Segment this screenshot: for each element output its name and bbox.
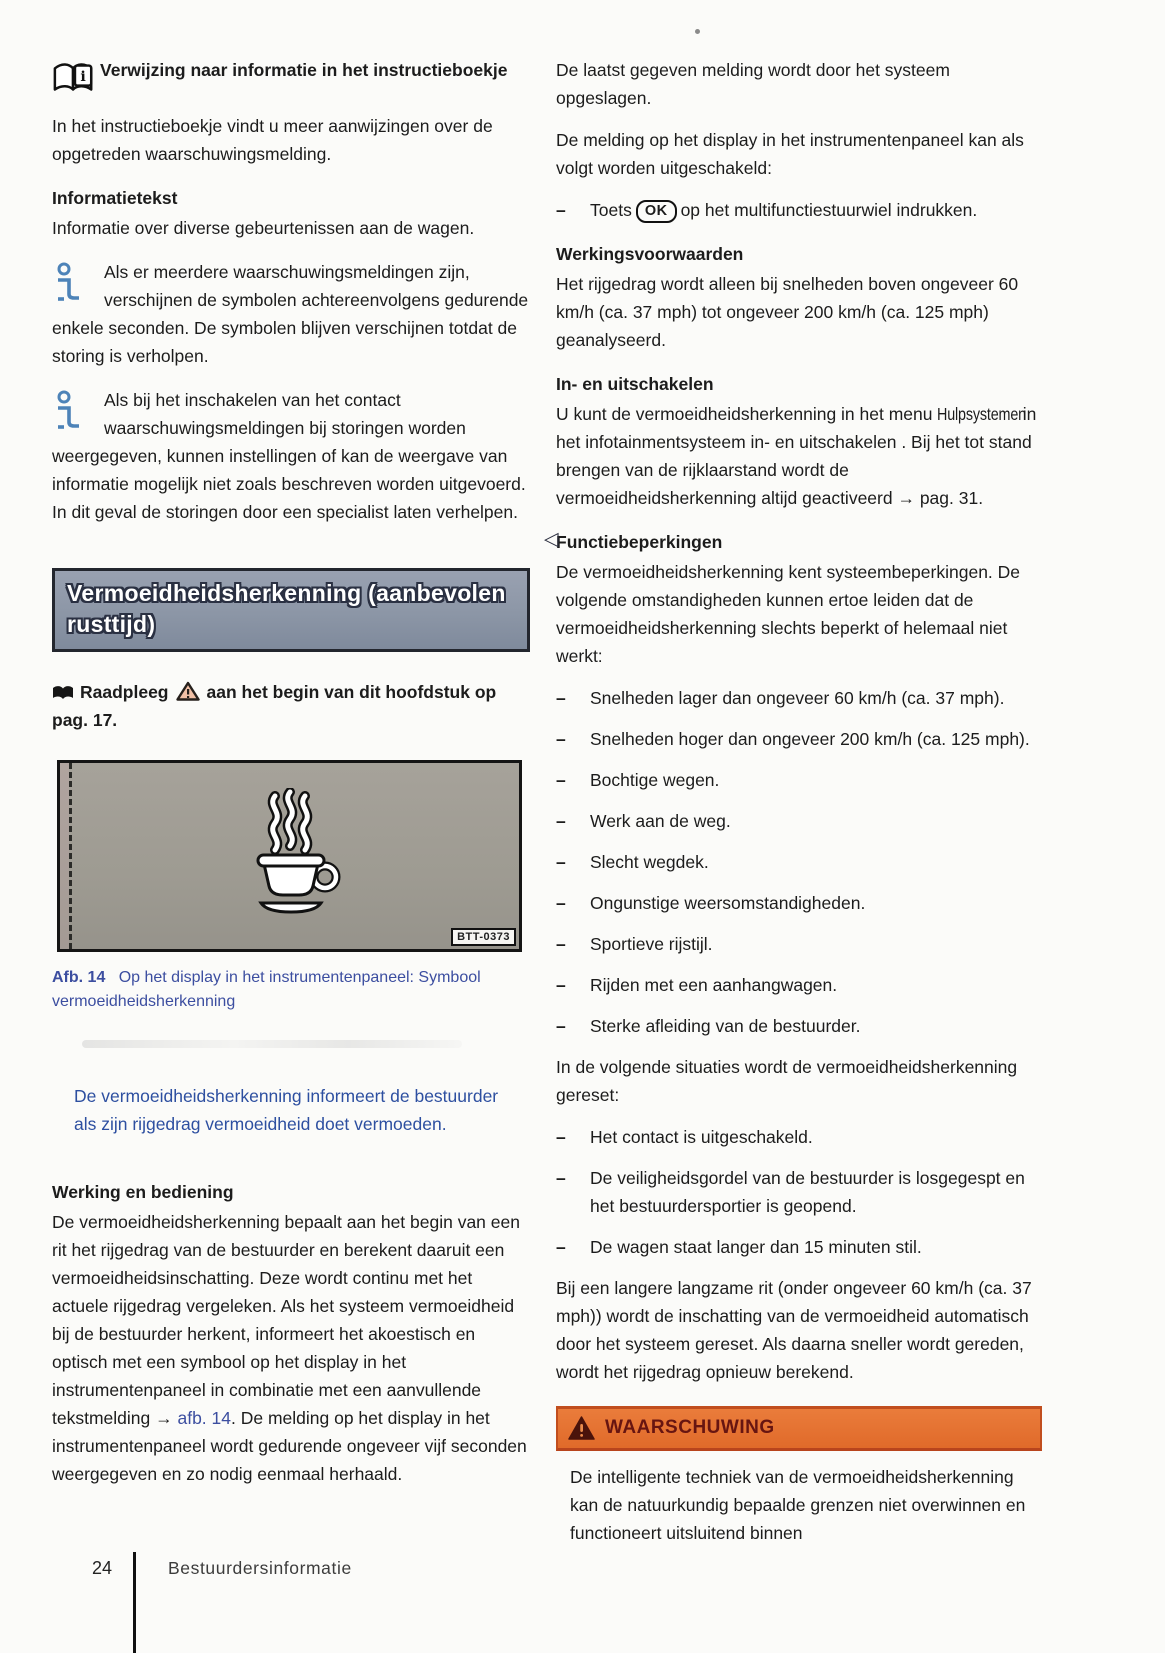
limit-text: Slecht wegdek. — [590, 852, 709, 872]
werkingsvoorwaarden-heading: Werkingsvoorwaarden — [556, 244, 744, 264]
reset-text: Het contact is uitgeschakeld. — [590, 1127, 813, 1147]
limit-text: Ongunstige weersomstandigheden. — [590, 893, 866, 913]
langzame-rit-paragraph: Bij een langere langzame rit (onder ongeveer 60 km/h (ca. 37 mph)) wordt de inschatting van de vermoeidheid automatisch door het systeem gereset. Als daarna sneller wordt gereden, wordt het rijgedrag opnieuw berekend. — [556, 1278, 1032, 1382]
ok-key-icon: OK — [636, 200, 677, 223]
reset-text: De veiligheidsgordel van de bestuurder is losgegespt en het bestuurdersportier is geopend. — [590, 1168, 1025, 1216]
afb-14-reference-link: afb. 14 — [177, 1408, 231, 1428]
limit-item — [556, 889, 1042, 917]
info-note-1-text: Als er meerdere waarschuwingsmeldingen zijn, verschijnen de symbolen achtereenvolgens gedurende enkele seconden. De symbolen blijven verschijnen totdat de storing is verholpen. — [52, 262, 529, 366]
werking-p2: . De melding op het display in het instrumentenpaneel wordt gedurende ongeveer vijf seconden weergegeven en zo nodig eenmaal herhaald. — [52, 1408, 527, 1484]
dash-bullet: – — [556, 200, 566, 220]
figure-caption-text: Op het display in het instrumentenpaneel: Symbool vermoeidheidsherkenning — [52, 969, 481, 1010]
dash-bullet: – — [556, 811, 566, 831]
figure-tag: BTT-0373 — [451, 928, 516, 946]
warning-title: WAARSCHUWING — [605, 1417, 775, 1438]
limit-item — [556, 766, 1042, 794]
dash-bullet: – — [556, 770, 566, 790]
reference-heading-row — [52, 56, 530, 104]
reset-item — [556, 1164, 1042, 1220]
dash-bullet: – — [556, 729, 566, 749]
limit-text: Bochtige wegen. — [590, 770, 720, 790]
dash-bullet: – — [556, 1127, 566, 1147]
info-i-icon — [54, 262, 84, 306]
dash-bullet: – — [556, 975, 566, 995]
figure-edge-strip — [60, 763, 69, 949]
raadpleeg-post: aan het begin van dit hoofdstuk op pag. 17. — [52, 682, 497, 730]
informatietekst-paragraph: Informatie over diverse gebeurtenissen aan de wagen. — [52, 218, 475, 238]
info-note-1 — [52, 258, 530, 370]
functiebeperkingen-heading: Functiebeperkingen — [556, 532, 723, 552]
figure-caption — [52, 966, 530, 1014]
werkingsvoorwaarden-paragraph: Het rijgedrag wordt alleen bij snelheden boven ongeveer 60 km/h (ca. 37 mph) tot ongeveer 200 km/h (ca. 125 mph) geanalyseerd. — [556, 274, 1019, 350]
list-item-ok — [556, 196, 1042, 224]
limit-text: Sportieve rijstijl. — [590, 934, 713, 954]
blue-note: De vermoeidheidsherkenning informeert de bestuurder als zijn rijgedrag vermoeidheid doet vermoeden. — [74, 1086, 499, 1134]
info-note-2-text: Als bij het inschakelen van het contact waarschuwingsmeldingen bij storingen worden weergegeven, kunnen instellingen of kan de weergave van informatie mogelijk niet zoals beschreven worden uitgevoerd. In dit geval de storingen door een specialist laten verhelpen. — [52, 390, 526, 522]
page-number: 24 — [92, 1558, 113, 1578]
p4-post: in het infotainmentsysteem in- en uitschakelen . Bij het tot stand brengen van de rijklaarstand wordt de vermoeidheidsherkenning altijd geactiveerd → pag. 31. — [556, 404, 1037, 508]
werking-paragraph — [52, 1208, 530, 1488]
warning-triangle-icon — [176, 681, 200, 701]
warning-banner — [556, 1406, 1042, 1451]
limit-text: Werk aan de weg. — [590, 811, 731, 831]
page-footer — [0, 1552, 1165, 1653]
footer-section-title: Bestuurdersinformatie — [168, 1558, 352, 1578]
dash-bullet: – — [556, 934, 566, 954]
right-column — [556, 56, 1042, 1547]
functiebeperkingen-paragraph: De vermoeidheidsherkenning kent systeembeperkingen. De volgende omstandigheden kunnen ertoe leiden dat de vermoeidheidsherkenning slechts beperkt of helemaal niet werkt: — [556, 562, 1021, 666]
scan-dot-artifact — [695, 29, 700, 34]
limit-item — [556, 971, 1042, 999]
ok-item-pre: Toets — [590, 200, 632, 220]
werking-heading: Werking en bediening — [52, 1182, 234, 1202]
list-item-ok-text — [590, 196, 1042, 224]
dash-bullet: – — [556, 1168, 566, 1188]
limit-item — [556, 848, 1042, 876]
menu-term-hulpsystemen: Hulpsystemen — [937, 404, 1027, 424]
dash-bullet: – — [556, 1237, 566, 1257]
limit-text: Snelheden lager dan ongeveer 60 km/h (ca. 37 mph). — [590, 688, 1005, 708]
reset-text: De wagen staat langer dan 15 minuten stil. — [590, 1237, 922, 1257]
booklet-info-icon — [52, 56, 100, 104]
p4-pre: U kunt de vermoeidheidsherkenning in het menu — [556, 404, 933, 424]
section-end-marker: ◁ — [544, 529, 559, 550]
raadpleeg-pre: Raadpleeg — [80, 682, 169, 702]
reset-intro-paragraph: In de volgende situaties wordt de vermoeidheidsherkenning gereset: — [556, 1057, 1018, 1105]
in-en-uitschakelen-heading: In- en uitschakelen — [556, 374, 714, 394]
ok-item-post: op het multifunctiestuurwiel indrukken. — [680, 200, 978, 220]
informatietekst-heading: Informatietekst — [52, 188, 178, 208]
scan-smudge — [82, 1040, 462, 1048]
limit-item — [556, 930, 1042, 958]
limit-text: Sterke afleiding van de bestuurder. — [590, 1016, 861, 1036]
in-en-uitschakelen-paragraph — [556, 400, 1042, 512]
footer-divider — [133, 1552, 136, 1653]
limit-item — [556, 684, 1042, 712]
reset-item — [556, 1233, 1042, 1261]
raadpleeg-line — [52, 678, 530, 734]
paragraph-melding-opgeslagen: De laatst gegeven melding wordt door het systeem opgeslagen. — [556, 60, 950, 108]
dash-bullet: – — [556, 688, 566, 708]
reference-paragraph: In het instructieboekje vindt u meer aanwijzingen over de opgetreden waarschuwingsmelding. — [52, 116, 493, 164]
coffee-cup-symbol — [228, 788, 352, 924]
warning-body: De intelligente techniek van de vermoeidheidsherkenning kan de natuurkundig bepaalde grenzen niet overwinnen en functioneert uitsluitend binnen — [570, 1467, 1026, 1543]
paragraph-uitschakelen-intro: De melding op het display in het instrumentenpaneel kan als volgt worden uitgeschakeld: — [556, 130, 1024, 178]
left-column — [52, 56, 530, 1502]
figure-afb-14 — [57, 760, 522, 952]
svg-text:i: i — [80, 68, 86, 85]
limit-item — [556, 807, 1042, 835]
werking-p1: De vermoeidheidsherkenning bepaalt aan het begin van een rit het rijgedrag van de bestuurder en berekent daaruit een vermoeidheidsinschatting. Deze wordt continu met het actuele rijgedrag vergeleken. Als het systeem vermoeidheid bij de bestuurder herkent, informeert het akoestisch en optisch met een symbool op het display in het instrumentenpaneel in combinatie met een aanvullende tekstmelding → — [52, 1212, 520, 1428]
limit-item — [556, 1012, 1042, 1040]
figure-dashed-line — [69, 763, 72, 949]
figure-caption-label: Afb. 14 — [52, 969, 106, 986]
limit-item — [556, 725, 1042, 753]
warning-filled-triangle-icon — [568, 1416, 595, 1440]
dash-bullet: – — [556, 893, 566, 913]
reset-item — [556, 1123, 1042, 1151]
section-banner: Vermoeidheidsherkenning (aanbevolen rusttijd) — [52, 568, 530, 652]
limit-text: Snelheden hoger dan ongeveer 200 km/h (ca. 125 mph). — [590, 729, 1030, 749]
dash-bullet: – — [556, 1016, 566, 1036]
info-i-icon — [54, 390, 84, 434]
book-icon — [52, 685, 74, 701]
reference-heading: Verwijzing naar informatie in het instructieboekje — [100, 60, 508, 80]
limit-text: Rijden met een aanhangwagen. — [590, 975, 838, 995]
info-note-2 — [52, 386, 530, 526]
dash-bullet: – — [556, 852, 566, 872]
